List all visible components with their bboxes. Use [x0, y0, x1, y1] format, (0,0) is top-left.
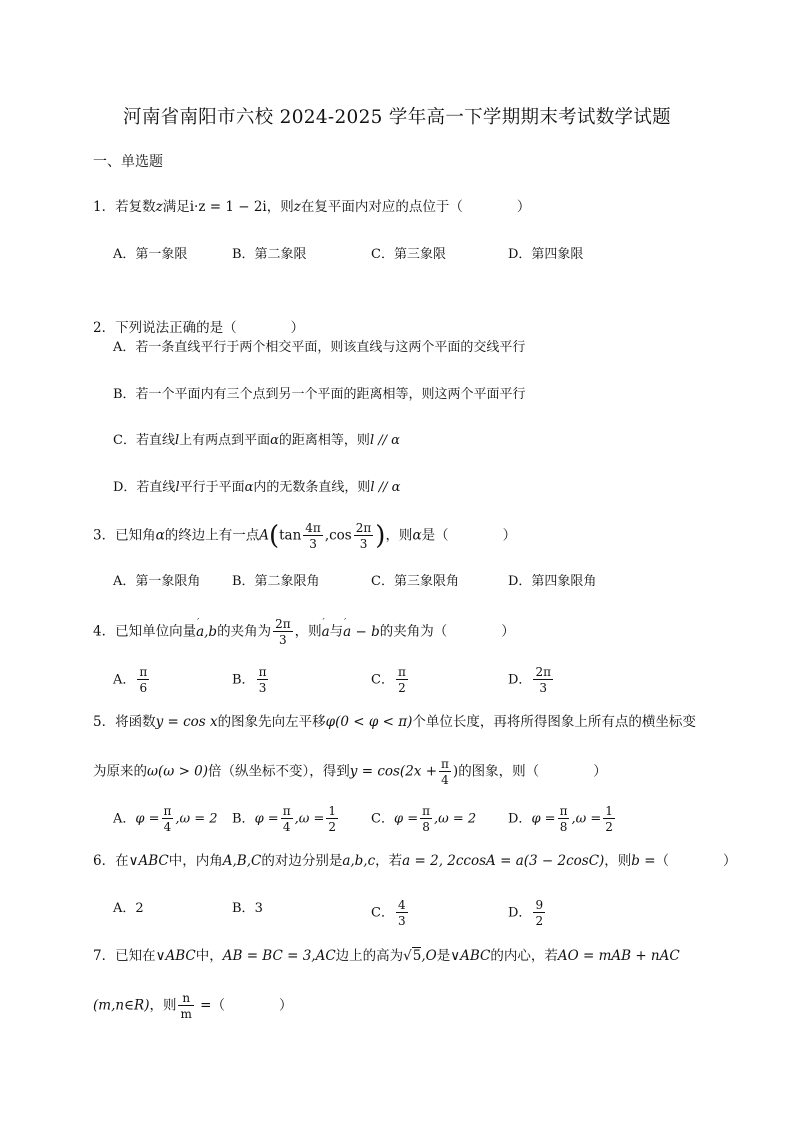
- page-title: 河南省南阳市六校 2024-2025 学年高一下学期期末考试数学试题: [123, 107, 671, 128]
- q1-option-c: C．第三象限: [371, 247, 446, 262]
- question-7-line-2: (m,n∈R)，则 $\frac{n}{m}$ =（ ）: [93, 991, 293, 1021]
- q6-option-d: D． $\frac{9}{2}$: [508, 898, 544, 928]
- q5-option-b: B．φ = $\frac{\pi}{4}$ ,ω = $\frac{1}{2}$: [232, 804, 336, 834]
- question-3: 3．已知角α的终边上有一点A(tan $\frac{4\pi}{3}$ ,cos $\frac{2\pi}{3}$ )，则α是（ ）: [93, 521, 517, 551]
- q4-option-a: A． $\frac{\pi}{6}$: [113, 665, 148, 695]
- q4-option-b: B． $\frac{\pi}{3}$: [232, 665, 267, 695]
- q2-option-b: B．若一个平面内有三个点到另一个平面的距离相等，则这两个平面平行: [113, 387, 526, 402]
- question-4: 4．已知单位向量′ a,b的夹角为 $\frac{2\pi}{3}$ ，则′ a与′ a − b的夹角为（ ）: [93, 618, 515, 646]
- question-5-line-2: 为原来的ω(ω > 0)倍（纵坐标不变），得到y = cos(2x + $\frac{\pi}{4}$ )的图象，则（ ）: [93, 757, 607, 787]
- q3-option-b: B．第二象限角: [232, 574, 320, 589]
- question-1: 1．若复数z满足i·z = 1 − 2i，则z在复平面内对应的点位于（ ）: [93, 199, 531, 215]
- q2-option-c: C．若直线l上有两点到平面α的距离相等，则l // α: [113, 433, 400, 448]
- q3-option-a: A．第一象限角: [113, 574, 201, 589]
- q2-option-d: D．若直线l平行于平面α内的无数条直线，则l // α: [113, 480, 401, 495]
- question-7: 7．已知在∨ABC中，AB = BC = 3,AC边上的高为√5,O是∨ABC的内心，若AO = mAB + nAC: [93, 948, 680, 964]
- q6-option-a: A．2: [113, 901, 144, 916]
- question-6: 6．在∨ABC中，内角A,B,C的对边分别是a,b,c，若a = 2, 2ccosA = a(3 − 2cosC)，则b =（ ）: [93, 853, 737, 869]
- q4-option-d: D． $\frac{2\pi}{3}$: [508, 665, 551, 695]
- q2-option-a: A．若一条直线平行于两个相交平面，则该直线与这两个平面的交线平行: [113, 340, 526, 355]
- q5-option-c: C．φ = $\frac{\pi}{8}$ ,ω = 2: [371, 804, 477, 834]
- q3-option-c: C．第三象限角: [371, 574, 459, 589]
- question-2: 2．下列说法正确的是（ ）: [93, 320, 305, 336]
- q5-option-d: D．φ = $\frac{\pi}{8}$ ,ω = $\frac{1}{2}$: [508, 804, 613, 834]
- q6-option-b: B．3: [232, 901, 263, 916]
- q1-option-a: A．第一象限: [113, 247, 188, 262]
- q5-option-a: A．φ = $\frac{\pi}{4}$ ,ω = 2: [113, 804, 218, 834]
- section-heading: 一、单选题: [93, 154, 163, 170]
- question-5: 5．将函数y = cos x的图象先向左平移φ(0 < φ < π)个单位长度，再将所得图象上所有点的横坐标变: [93, 714, 696, 730]
- q6-option-c: C． $\frac{4}{3}$: [371, 898, 406, 928]
- q4-option-c: C． $\frac{\pi}{2}$: [371, 665, 406, 695]
- q3-option-d: D．第四象限角: [508, 574, 597, 589]
- q1-option-d: D．第四象限: [508, 247, 584, 262]
- q1-option-b: B．第二象限: [232, 247, 307, 262]
